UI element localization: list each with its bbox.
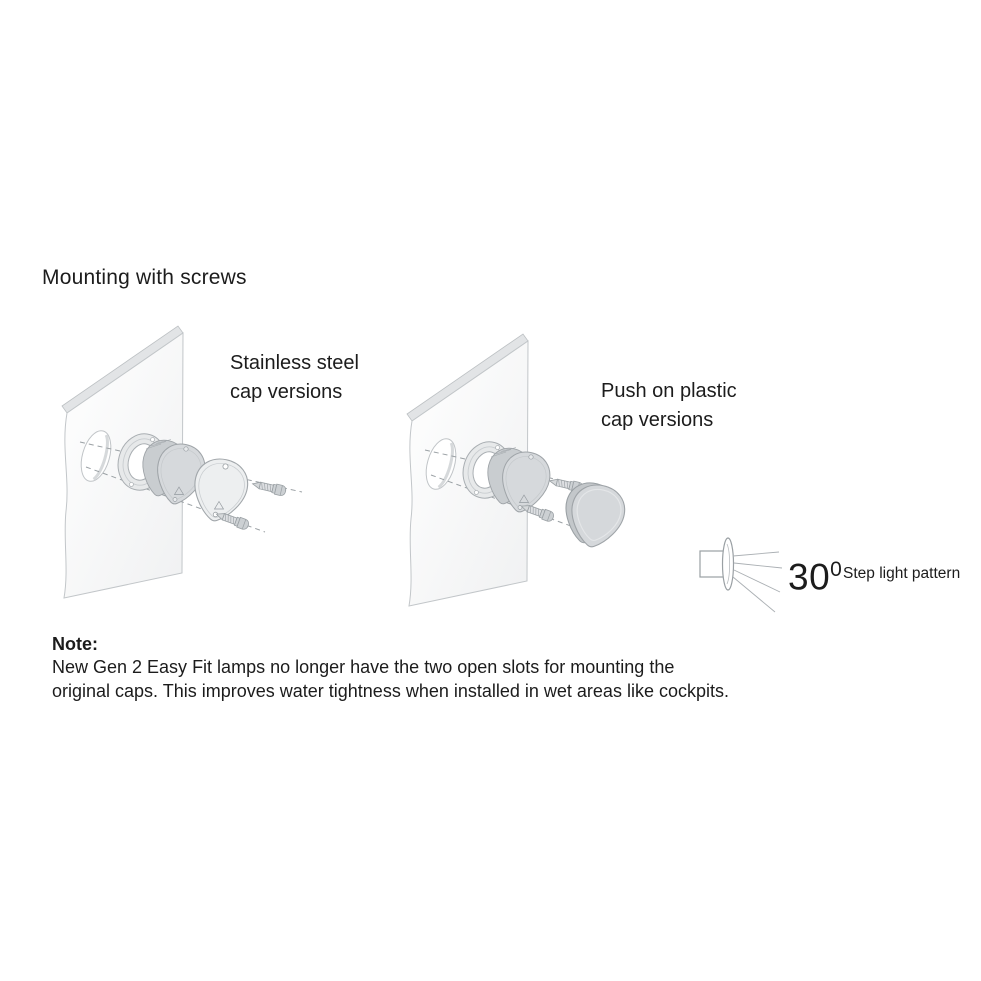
note-line-2: original caps. This improves water tightness when installed in wet areas like cockpits.: [52, 680, 729, 701]
light-rays: [733, 552, 782, 612]
exploded-view-diagrams: [40, 315, 640, 615]
beam-angle-degree: 0: [830, 558, 843, 581]
note-block: [52, 632, 729, 703]
plastic-cap-label-line2: cap versions: [601, 409, 714, 431]
beam-angle-number: 30: [788, 556, 831, 598]
plastic-cap-label-line1: Push on plastic: [601, 380, 737, 402]
diagram-plastic-exploded: [407, 334, 629, 606]
diagram-stainless-exploded: [62, 326, 302, 598]
note-line-1: New Gen 2 Easy Fit lamps no longer have the two open slots for mounting the: [52, 657, 675, 677]
step-light-beam-icon: [697, 536, 789, 620]
page-title: Mounting with screws: [42, 266, 247, 289]
beam-pattern-label: Step light pattern: [843, 565, 961, 582]
stainless-cap-label-line1: Stainless steel: [230, 352, 359, 374]
lamp-side-body: [700, 551, 724, 577]
beam-angle-value: [788, 549, 842, 598]
stainless-cap-label-line2: cap versions: [230, 381, 343, 403]
note-heading: Note:: [52, 634, 98, 654]
